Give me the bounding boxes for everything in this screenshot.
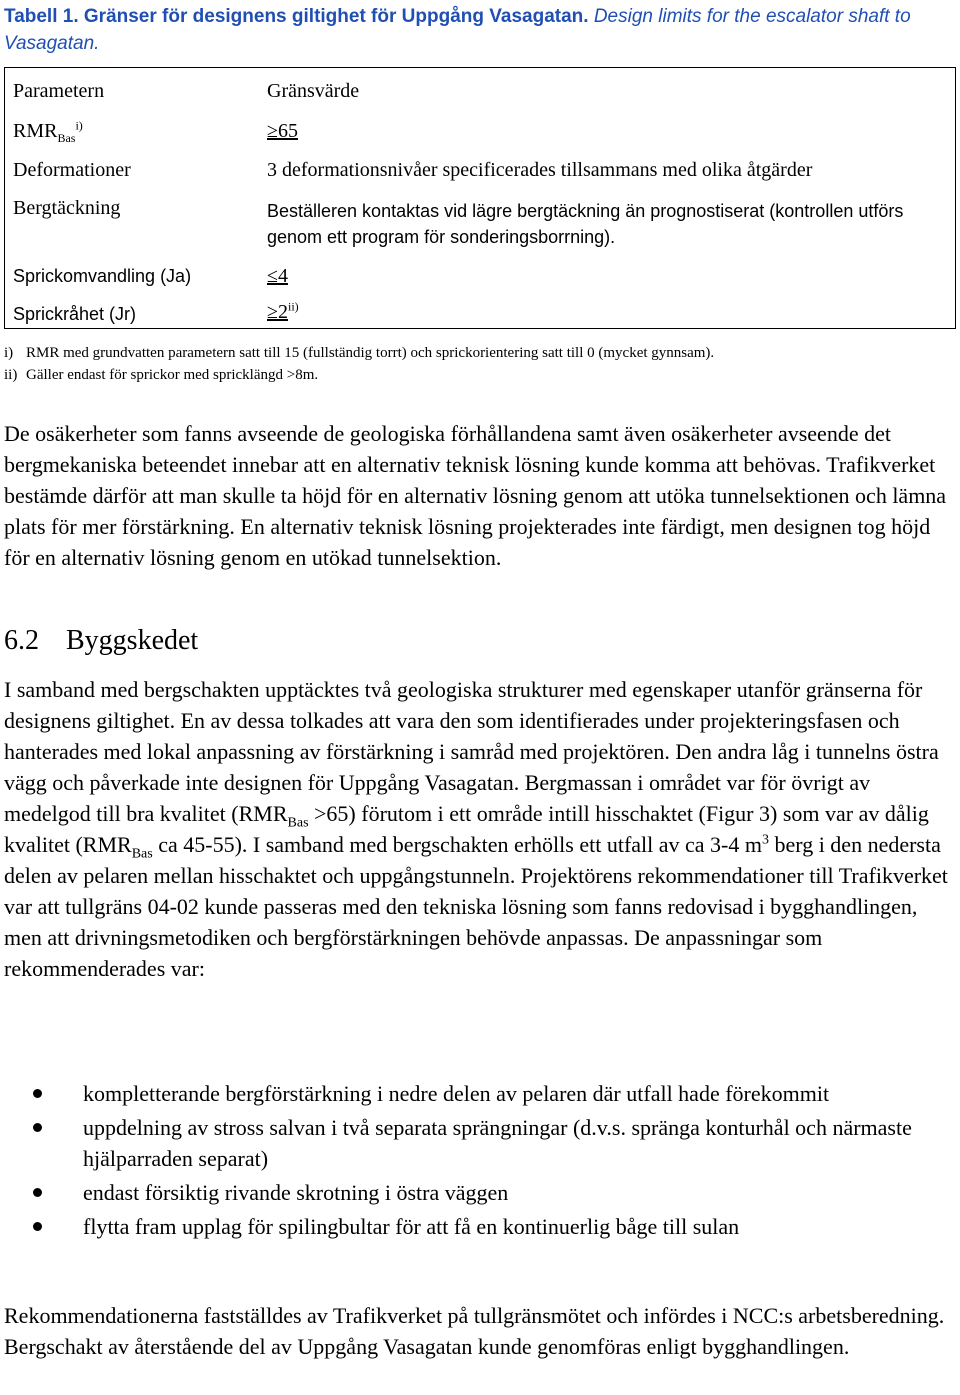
list-item: endast försiktig rivande skrotning i östra väggen — [4, 1177, 956, 1208]
list-item: kompletterande bergförstärkning i nedre delen av pelaren där utfall hade förekommit — [4, 1078, 956, 1109]
header-parameter: Parametern — [13, 80, 105, 102]
note-i: i) RMR med grundvatten parametern satt till 15 (fullständig torrt) och sprickorientering satt till 0 (mycket gynnsam). — [4, 345, 715, 361]
row-cover-param: Bergtäckning — [13, 197, 121, 219]
header-value: Gränsvärde — [267, 80, 360, 102]
caption-italic: Design limits for the escalator shaft to Vasagatan. — [4, 6, 911, 54]
recommendation-list — [4, 1078, 956, 1245]
paragraph-uncertainty: De osäkerheter som fanns avseende de geologiska förhållandena samt även osäkerheter avseende det bergmekaniska beteendet innebar att en alternativ teknisk lösning kunde komma att behövas. Trafikverket bestämde därför att man skulle ta höjd för en alternativ lösning genom att utöka tunnelsektionen och lämna plats för mer förstärkning. En alternativ teknisk lösning projekterades inte färdigt, men designen tog höjd för en alternativ lösning genom en utökad tunnelsektion. — [4, 421, 947, 570]
row-cover-value: Beställeren kontaktas vid lägre bergtäckning än prognostiserat (kontrollen utförs genom ett program för sonderingsborrning). — [267, 201, 904, 247]
row-jr-value: $\ge 2^{ii)}$ — [267, 299, 299, 323]
bullet-icon — [33, 1123, 42, 1132]
bullet-icon — [33, 1188, 42, 1197]
list-item: uppdelning av stross salvan i två separata sprängningar (d.v.s. spränga konturhål och närmaste hjälparraden separat) — [4, 1112, 956, 1174]
note-ii: ii) Gäller endast för sprickor med spricklängd >8m. — [4, 367, 319, 383]
section-title: Byggskedet — [66, 625, 199, 656]
list-item: flytta fram upplag för spilingbultar för att få en kontinuerlig båge till sulan — [4, 1211, 956, 1242]
row-rmr-param: $RMR_{Bas}^{i)}$ — [13, 118, 83, 145]
row-jr-param: Sprickråhet (Jr) — [13, 304, 137, 324]
row-rmr-value: ≥65 — [267, 120, 298, 142]
paragraph-conclusion: Rekommendationerna fastställdes av Trafikverket på tullgränsmötet och infördes i NCC:s arbetsberedning. Bergschakt av återstående del av Uppgång Vasagatan kunde genomföras enligt bygghandlingen. — [4, 1303, 945, 1359]
table-notes — [4, 342, 956, 386]
bullet-icon — [33, 1222, 42, 1231]
table-caption — [4, 3, 954, 57]
row-ja-value: ≤4 — [267, 265, 288, 287]
row-ja-param: Sprickomvandling (Ja) — [13, 266, 192, 286]
caption-bold: Tabell 1. Gränser för designens giltighet för Uppgång Vasagatan. — [4, 6, 589, 27]
row-deformation-value: 3 deformationsnivåer specificerades tillsammans med olika åtgärder — [267, 159, 813, 181]
row-deformation-param: Deformationer — [13, 159, 131, 181]
bullet-icon — [33, 1089, 42, 1098]
paragraph-construction: I samband med bergschakten upptäcktes två geologiska strukturer med egenskaper utanför gränserna för designens giltighet. En av dessa tolkades att vara den som identifierades under projekteringsfasen och hanterades med lokal anpassning av förstärkning i samråd med projektören. Den andra låg i tunnelns östra vägg och påverkade inte designen för Uppgång Vasagatan. Bergmassan i området var för övrigt av medelgod till bra kvalitet $(RMR_{Bas} >65)$ förutom i ett område intill hisschaktet (Figur 3) som var av dålig kvalitet ($RMR_{Bas}$ ca 45-55). I samband med bergschakten erhölls ett utfall av ca 3-4 $m^3$ berg i den nedersta delen av pelaren mellan hisschaktet och uppgångstunneln. Projektörens rekommendationer till Trafikverket var att tullgräns 04-02 kunde passeras med den tekniska lösning som fanns redovisad i bygghandlingen, men att drivningsmetodiken och bergförstärkningen behövde anpassas. De anpassningar som rekommenderades var: — [4, 677, 948, 981]
section-heading — [4, 623, 198, 659]
design-limits-table — [4, 67, 956, 329]
section-number: 6.2 — [4, 625, 39, 656]
